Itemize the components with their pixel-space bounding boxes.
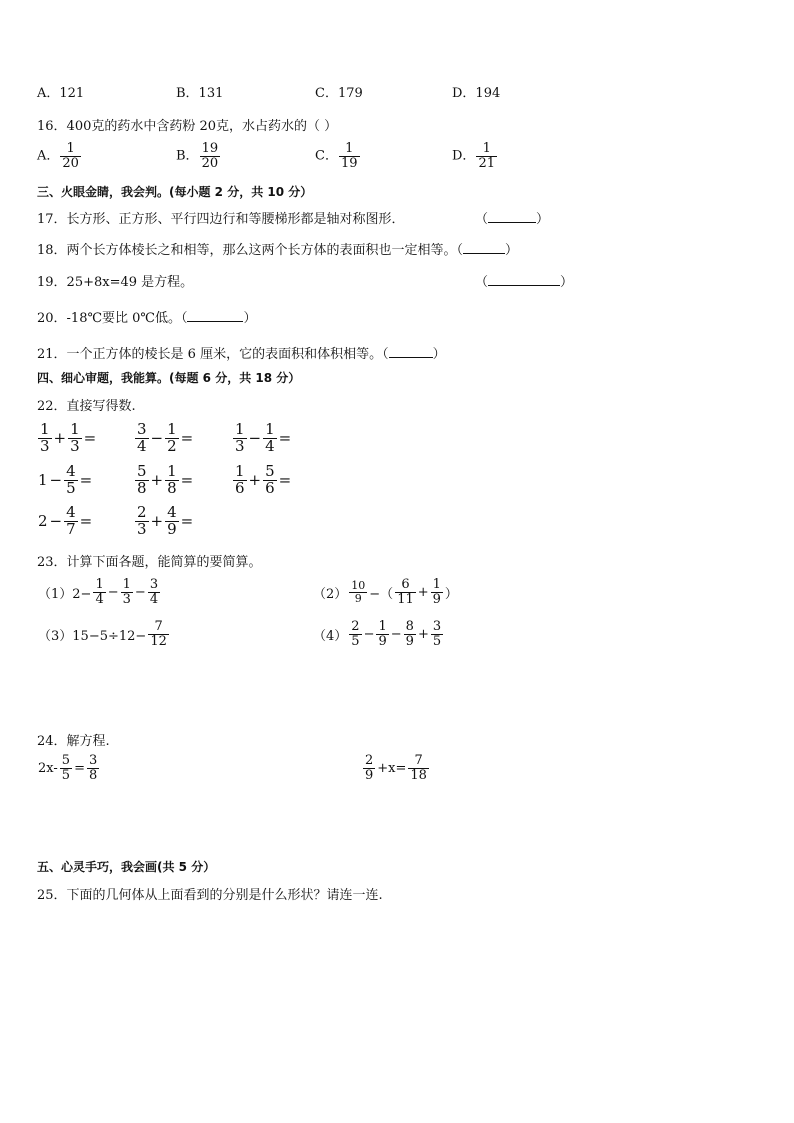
q20-answer-blank[interactable] — [187, 309, 243, 322]
fraction: $\frac{1}{20}$ — [62, 141, 79, 171]
fraction: $\frac{5}{5}$ — [61, 753, 71, 783]
q16-option-b — [176, 142, 221, 170]
q22-item-5: $\frac{5}{8}$ + $\frac{1}{8}$ = — [137, 462, 194, 497]
q21-answer-blank[interactable] — [389, 345, 433, 358]
option-label: A． — [37, 148, 60, 164]
q18-text: 18．两个长方体棱长之和相等，那么这两个长方体的表面积也一定相等。（ ） — [37, 243, 519, 258]
q15-option-c: C．179 — [315, 86, 363, 101]
fraction: $\frac{4}{7}$ — [66, 503, 76, 538]
option-label: B． — [176, 148, 199, 164]
fraction: $\frac{1}{4}$ — [95, 577, 104, 607]
fraction: $\frac{2}{9}$ — [365, 753, 374, 783]
q15-option-a: A．121 — [37, 86, 85, 101]
fraction: $\frac{1}{3}$ — [40, 420, 50, 455]
fraction: $\frac{6}{11}$ — [397, 577, 414, 607]
q21-text: 21．一个正方体的棱长是 6 厘米，它的表面积和体积相等。（ ） — [37, 347, 446, 362]
fraction: $\frac{1}{3}$ — [70, 420, 80, 455]
q23-part-2: （2） $\frac{10}{9}$ −（ $\frac{6}{11}$ + $\frac{1}{9}$ ） — [313, 577, 458, 607]
fraction: $\frac{3}{4}$ — [149, 577, 159, 607]
fraction: $\frac{1}{21}$ — [478, 141, 495, 171]
fraction: $\frac{2}{3}$ — [137, 503, 147, 538]
q24-equation-1: 2x- $\frac{5}{5}$ = $\frac{3}{8}$ — [38, 753, 98, 783]
q19-text: 19．25+8x=49 是方程。 — [37, 275, 194, 290]
q23-part-4: （4） $\frac{2}{5}$ − $\frac{1}{9}$ − $\frac{8}{9}$ + $\frac{3}{5}$ — [313, 619, 442, 649]
fraction: $\frac{1}{3}$ — [235, 420, 245, 455]
q16-option-d — [452, 142, 498, 170]
option-label: C． — [315, 148, 338, 164]
q22-item-6: $\frac{1}{6}$ + $\frac{5}{6}$ = — [235, 462, 292, 497]
fraction: $\frac{7}{18}$ — [410, 753, 427, 783]
q16-stem: 16．400克的药水中含药粉 20克，水占药水的（ ） — [37, 119, 338, 134]
q20-text: 20．-18℃要比 0℃低。（ ） — [37, 311, 257, 326]
fraction: $\frac{4}{5}$ — [66, 462, 76, 497]
q17-answer-blank[interactable]: （ ） — [475, 212, 550, 227]
fraction: $\frac{8}{9}$ — [405, 619, 414, 649]
fraction: $\frac{1}{19}$ — [340, 141, 358, 171]
fraction: $\frac{1}{9}$ — [378, 619, 387, 649]
q16-option-a — [37, 142, 82, 170]
q22-stem: 22．直接写得数. — [37, 399, 136, 414]
q22-item-3: $\frac{1}{3}$ − $\frac{1}{4}$ = — [235, 420, 292, 455]
q23-stem: 23．计算下面各题，能简算的要简算。 — [37, 555, 262, 570]
q17-text: 17．长方形、正方形、平行四边行和等腰梯形都是轴对称图形． — [37, 212, 405, 227]
q22-item-4: 1 − $\frac{4}{5}$ = — [38, 462, 93, 497]
q15-option-d: D．194 — [452, 86, 501, 101]
q19-answer-blank[interactable]: （ ） — [475, 275, 574, 290]
fraction: $\frac{1}{3}$ — [122, 577, 131, 607]
section-5-heading: 五、心灵手巧，我会画(共 5 分） — [37, 860, 216, 874]
q22-item-7: 2 − $\frac{4}{7}$ = — [38, 503, 93, 538]
section-4-heading: 四、细心审题，我能算。(每题 6 分，共 18 分） — [37, 371, 301, 385]
q22-item-1: $\frac{1}{3}$ + $\frac{1}{3}$ = — [40, 420, 97, 455]
q24-stem: 24．解方程. — [37, 734, 110, 749]
fraction: $\frac{1}{2}$ — [167, 420, 177, 455]
q18-answer-blank[interactable] — [463, 241, 505, 254]
q24-equation-2: $\frac{2}{9}$ +x= $\frac{7}{18}$ — [365, 753, 427, 783]
fraction: $\frac{10}{9}$ — [351, 579, 366, 605]
fraction: $\frac{19}{20}$ — [201, 141, 219, 171]
q15-option-b: B．131 — [176, 86, 224, 101]
q22-item-2: $\frac{3}{4}$ − $\frac{1}{2}$ = — [137, 420, 194, 455]
q25-text: 25．下面的几何体从上面看到的分别是什么形状？请连一连. — [37, 888, 383, 903]
fraction: $\frac{7}{12}$ — [150, 619, 167, 649]
fraction: $\frac{4}{9}$ — [167, 503, 177, 538]
fraction: $\frac{3}{4}$ — [137, 420, 147, 455]
q23-part-3: （3）15−5÷12− $\frac{7}{12}$ — [38, 619, 167, 649]
fraction: $\frac{1}{8}$ — [167, 462, 177, 497]
fraction: $\frac{1}{6}$ — [235, 462, 245, 497]
fraction: $\frac{3}{8}$ — [88, 753, 98, 783]
q16-option-c — [315, 142, 361, 170]
q22-item-8: $\frac{2}{3}$ + $\frac{4}{9}$ = — [137, 503, 194, 538]
fraction: $\frac{2}{5}$ — [351, 619, 360, 649]
fraction: $\frac{5}{8}$ — [137, 462, 147, 497]
fraction: $\frac{1}{4}$ — [265, 420, 275, 455]
section-3-heading: 三、火眼金睛，我会判。(每小题 2 分，共 10 分） — [37, 185, 313, 199]
q23-part-1: （1）2− $\frac{1}{4}$ − $\frac{1}{3}$ − $\frac{3}{4}$ — [38, 577, 159, 607]
fraction: $\frac{3}{5}$ — [432, 619, 442, 649]
fraction: $\frac{5}{6}$ — [265, 462, 275, 497]
fraction: $\frac{1}{9}$ — [432, 577, 441, 607]
option-label: D． — [452, 148, 476, 164]
